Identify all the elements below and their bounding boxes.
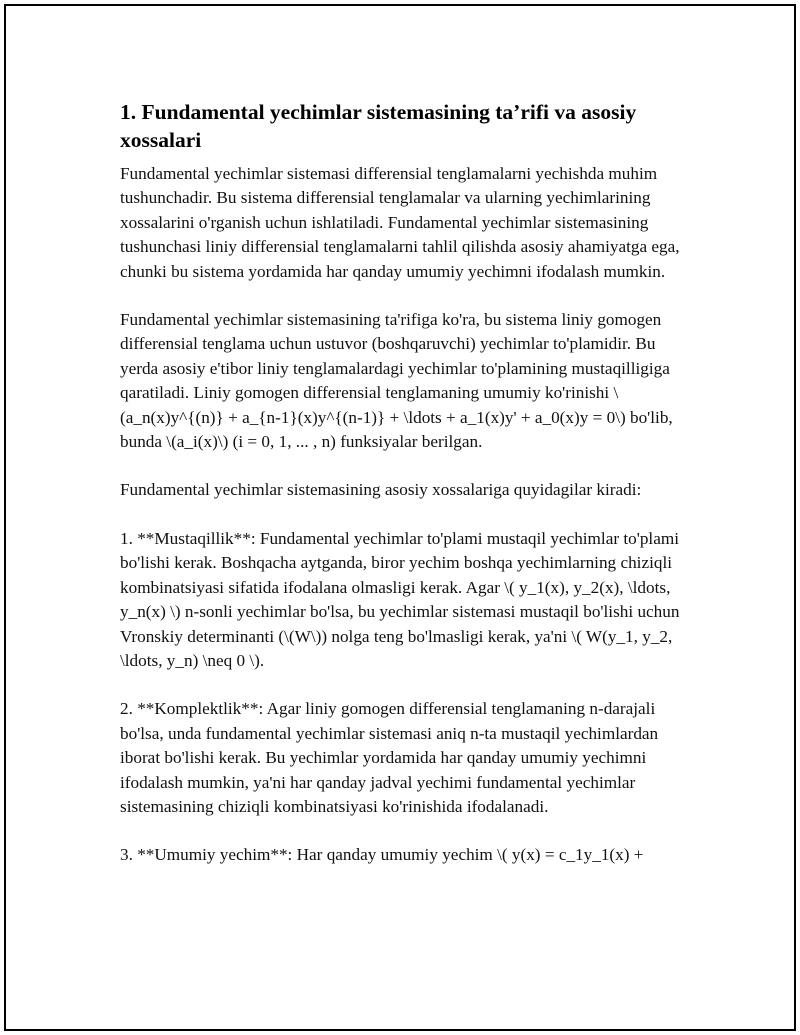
paragraph-definition: Fundamental yechimlar sistemasining ta'rifiga ko'ra, bu sistema liniy gomogen differensial tenglama uchun ustuvor (boshqaruvchi) yechimlar to'plamidir. Bu yerda asosiy e'tibor liniy tenglamalardagi yechimlar to'plamining mustaqilligiga qaratiladi. Liniy gomogen differensial tenglamaning umumiy ko'rinishi \(a_n(x)y^{(n)} + a_{n-1}(x)y^{(n-1)} + \ldots + a_1(x)y' + a_0(x)y = 0\) bo'lib, bunda \(a_i(x)\) (i = 0, 1, ... , n) funksiyalar berilgan.: [120, 310, 673, 452]
paragraph-completeness: 2. **Komplektlik**: Agar liniy gomogen differensial tenglamaning n-darajali bo'lsa, unda fundamental yechimlar sistemasi aniq n-ta mustaqil yechimlardan iborat bo'lishi kerak. Bu yechimlar yordamida har qanday umumiy yechimni ifodalash mumkin, ya'ni har qanday jadval yechimi fundamental yechimlar sistemasining chiziqli kombinatsiyasi ko'rinishida ifodalanadi.: [120, 699, 659, 816]
document-body: [120, 98, 692, 892]
page: [4, 4, 796, 1031]
paragraph-properties-intro: Fundamental yechimlar sistemasining asosiy xossalariga quyidagilar kiradi:: [120, 480, 642, 500]
paragraph-intro: Fundamental yechimlar sistemasi differensial tenglamalarni yechishda muhim tushunchadir. Bu sistema differensial tenglamalar va ularning yechimlarining xossalarini o'rganish uchun ishlatiladi. Fundamental yechimlar sistemasining tushunchasi liniy differensial tenglamalarni tahlil qilishda asosiy ahamiyatga ega, chunki bu sistema yordamida har qanday umumiy yechimni ifodalash mumkin.: [120, 164, 680, 281]
paragraph-independence: 1. **Mustaqillik**: Fundamental yechimlar to'plami mustaqil yechimlar to'plami bo'lishi kerak. Boshqacha aytganda, biror yechim boshqa yechimlarning chiziqli kombinatsiyasi sifatida ifodalana olmasligi kerak. Agar \( y_1(x), y_2(x), \ldots, y_n(x) \) n-sonli yechimlar bo'lsa, bu yechimlar sistemasi mustaqil bo'lishi uchun Vronskiy determinanti (\(W\)) nolga teng bo'lmasligi kerak, ya'ni \( W(y_1, y_2, \ldots, y_n) \neq 0 \).: [120, 528, 680, 670]
paragraph-general-solution: 3. **Umumiy yechim**: Har qanday umumiy yechim \( y(x) = c_1y_1(x) +: [120, 845, 644, 865]
section-heading: 1. Fundamental yechimlar sistemasining ta’rifi va asosiy xossalari: [120, 100, 637, 152]
